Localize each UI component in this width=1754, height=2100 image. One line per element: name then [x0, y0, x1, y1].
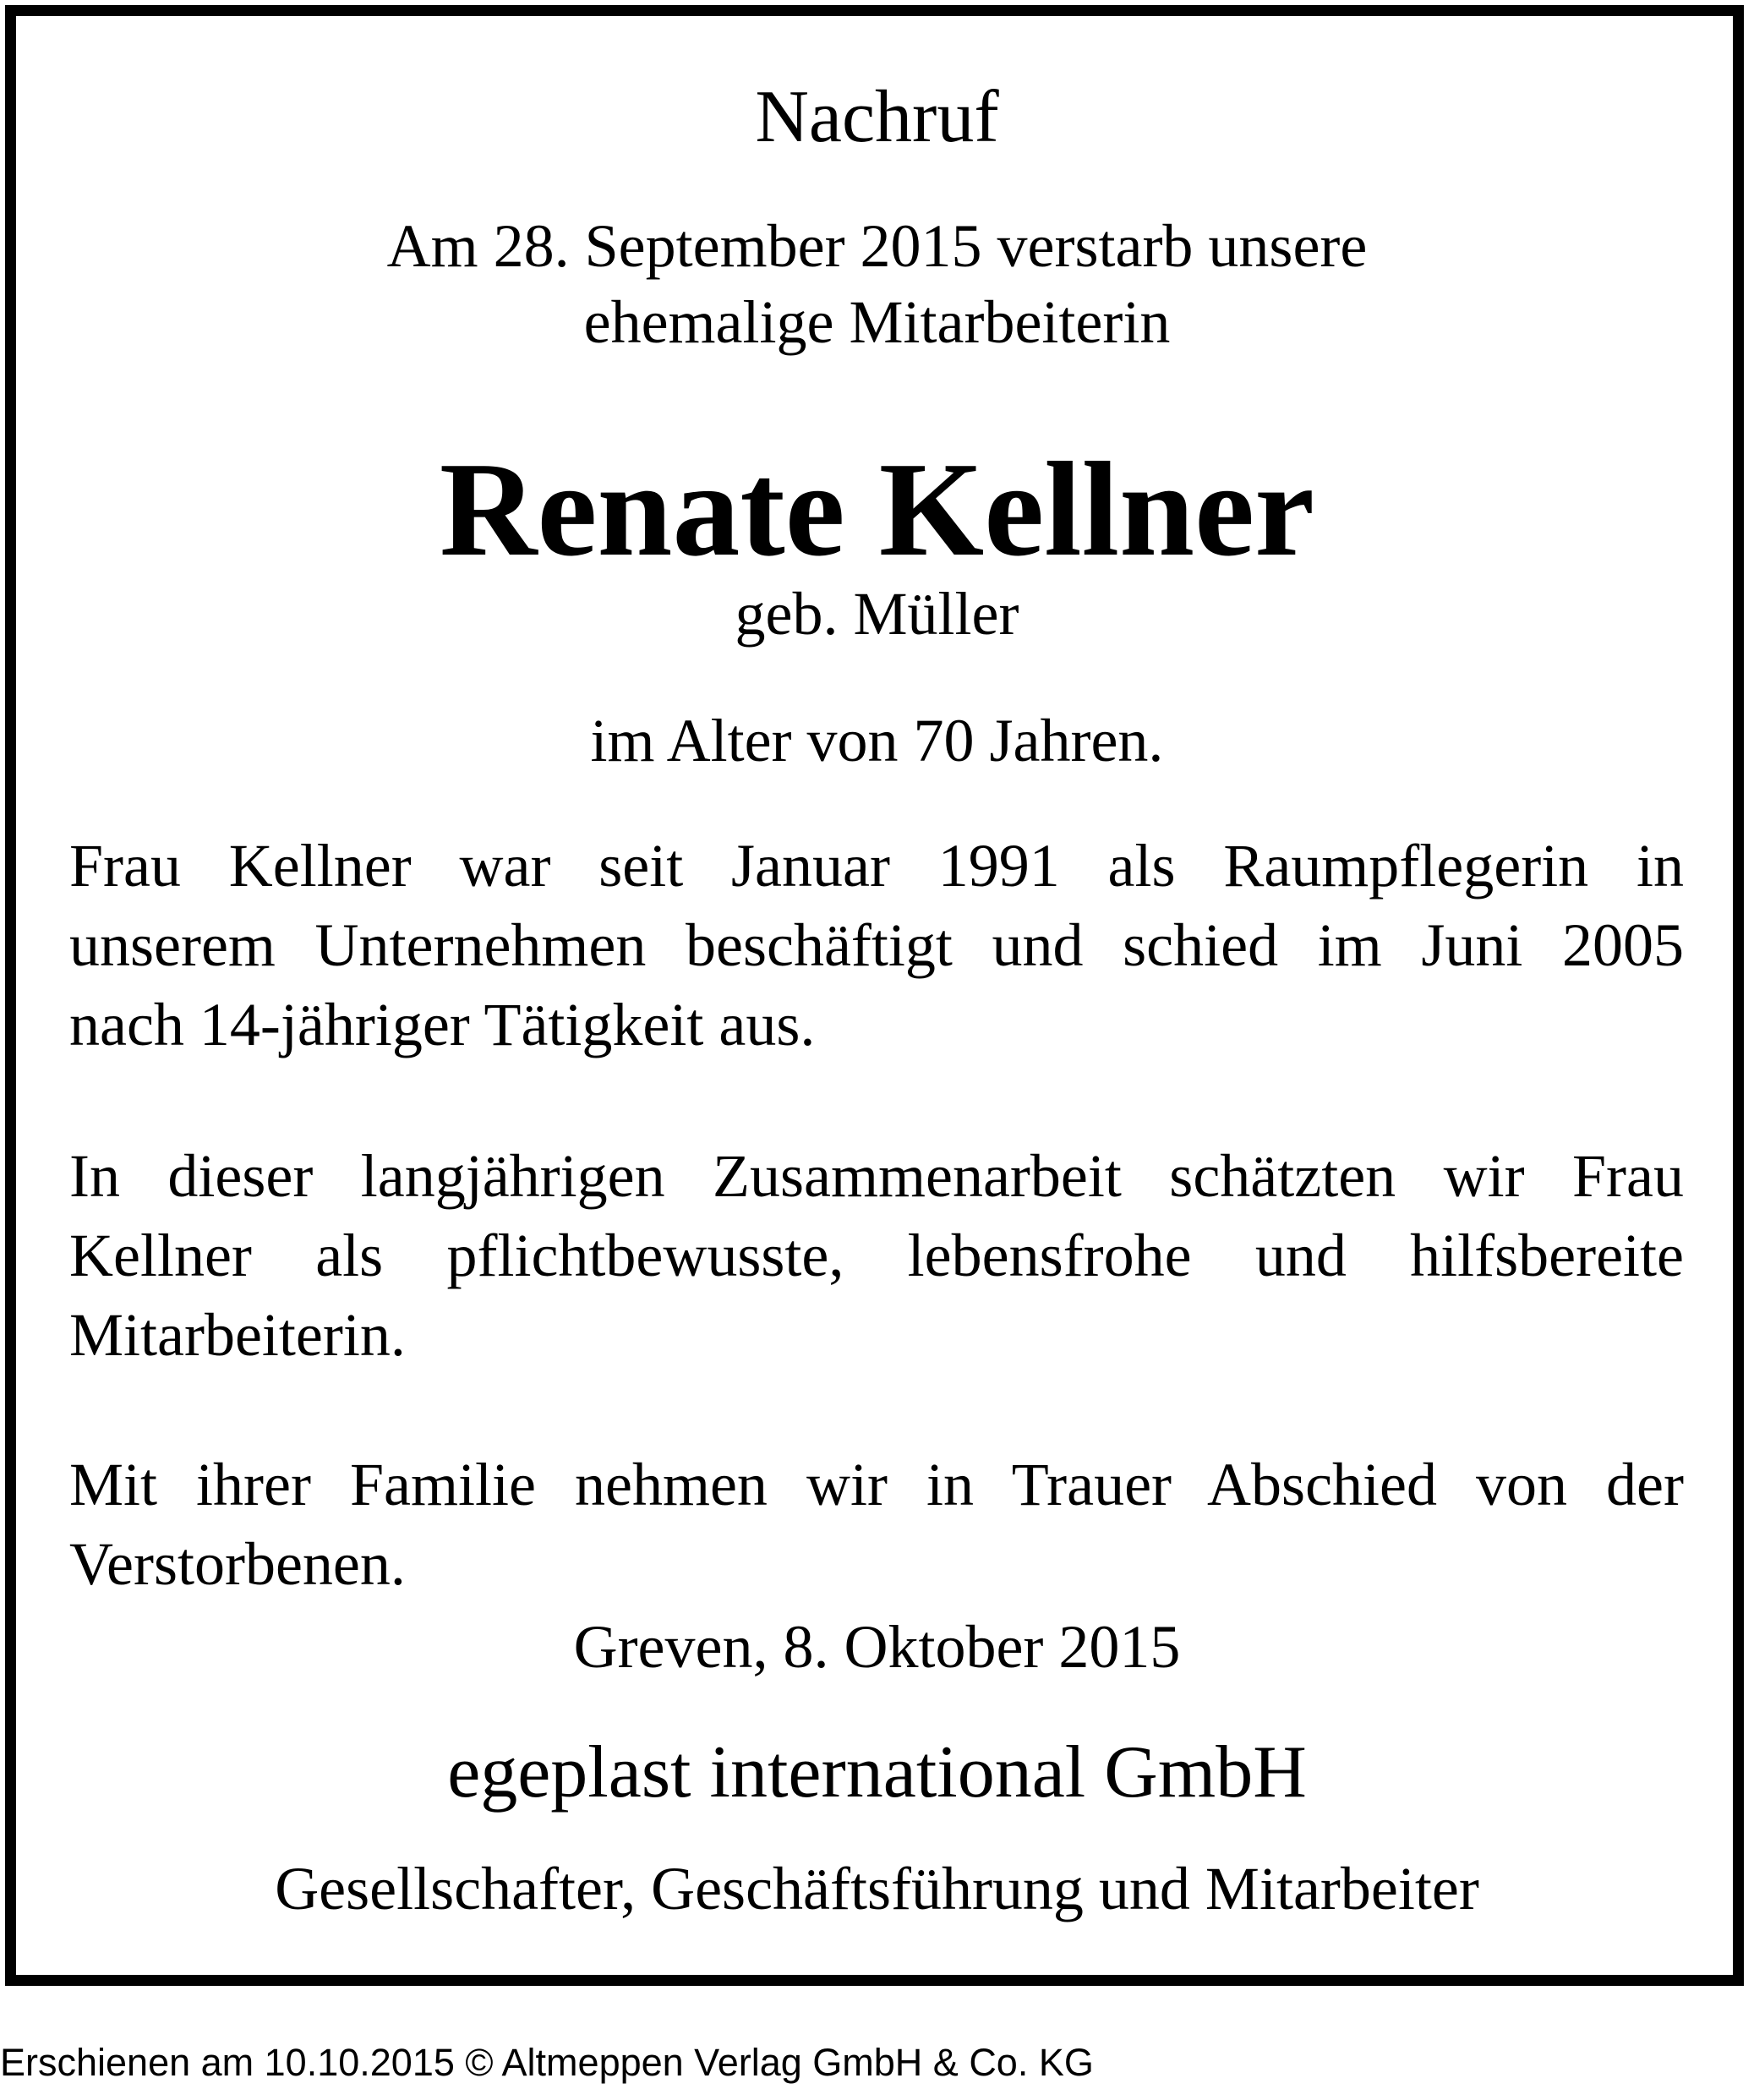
intro-line-1: Am 28. September 2015 verstarb unsere — [386, 212, 1368, 280]
paragraph-line: Mit ihrer Familie nehmen wir in Trauer Abschied von der — [69, 1451, 1684, 1518]
company-name: egeplast international GmbH — [447, 1731, 1307, 1813]
paragraph-employment — [69, 826, 1684, 1064]
paragraph-farewell — [69, 1445, 1684, 1604]
signers: Gesellschafter, Geschäftsführung und Mitarbeiter — [275, 1855, 1479, 1922]
paragraph-line: In dieser langjährigen Zusammenarbeit schätzten wir Frau — [69, 1142, 1684, 1210]
paragraph-line: nach 14-jähriger Tätigkeit aus. — [69, 991, 816, 1058]
birth-name: geb. Müller — [735, 580, 1019, 648]
publication-footer: Erschienen am 10.10.2015 © Altmeppen Verlag GmbH & Co. KG — [0, 2041, 1094, 2084]
paragraph-line: unserem Unternehmen beschäftigt und schied im Juni 2005 — [69, 911, 1684, 979]
paragraph-appreciation — [69, 1136, 1684, 1375]
age-line: im Alter von 70 Jahren. — [590, 707, 1164, 774]
notice-heading: Nachruf — [755, 76, 999, 158]
paragraph-line: Mitarbeiterin. — [69, 1301, 406, 1369]
paragraph-line: Verstorbenen. — [69, 1530, 406, 1598]
deceased-name: Renate Kellner — [439, 434, 1315, 584]
intro-line-2: ehemalige Mitarbeiterin — [583, 288, 1171, 356]
paragraph-line: Frau Kellner war seit Januar 1991 als Raumpflegerin in — [69, 832, 1684, 900]
paragraph-line: Kellner als pflichtbewusste, lebensfrohe und hilfsbereite — [69, 1222, 1684, 1289]
place-date: Greven, 8. Oktober 2015 — [573, 1613, 1181, 1681]
